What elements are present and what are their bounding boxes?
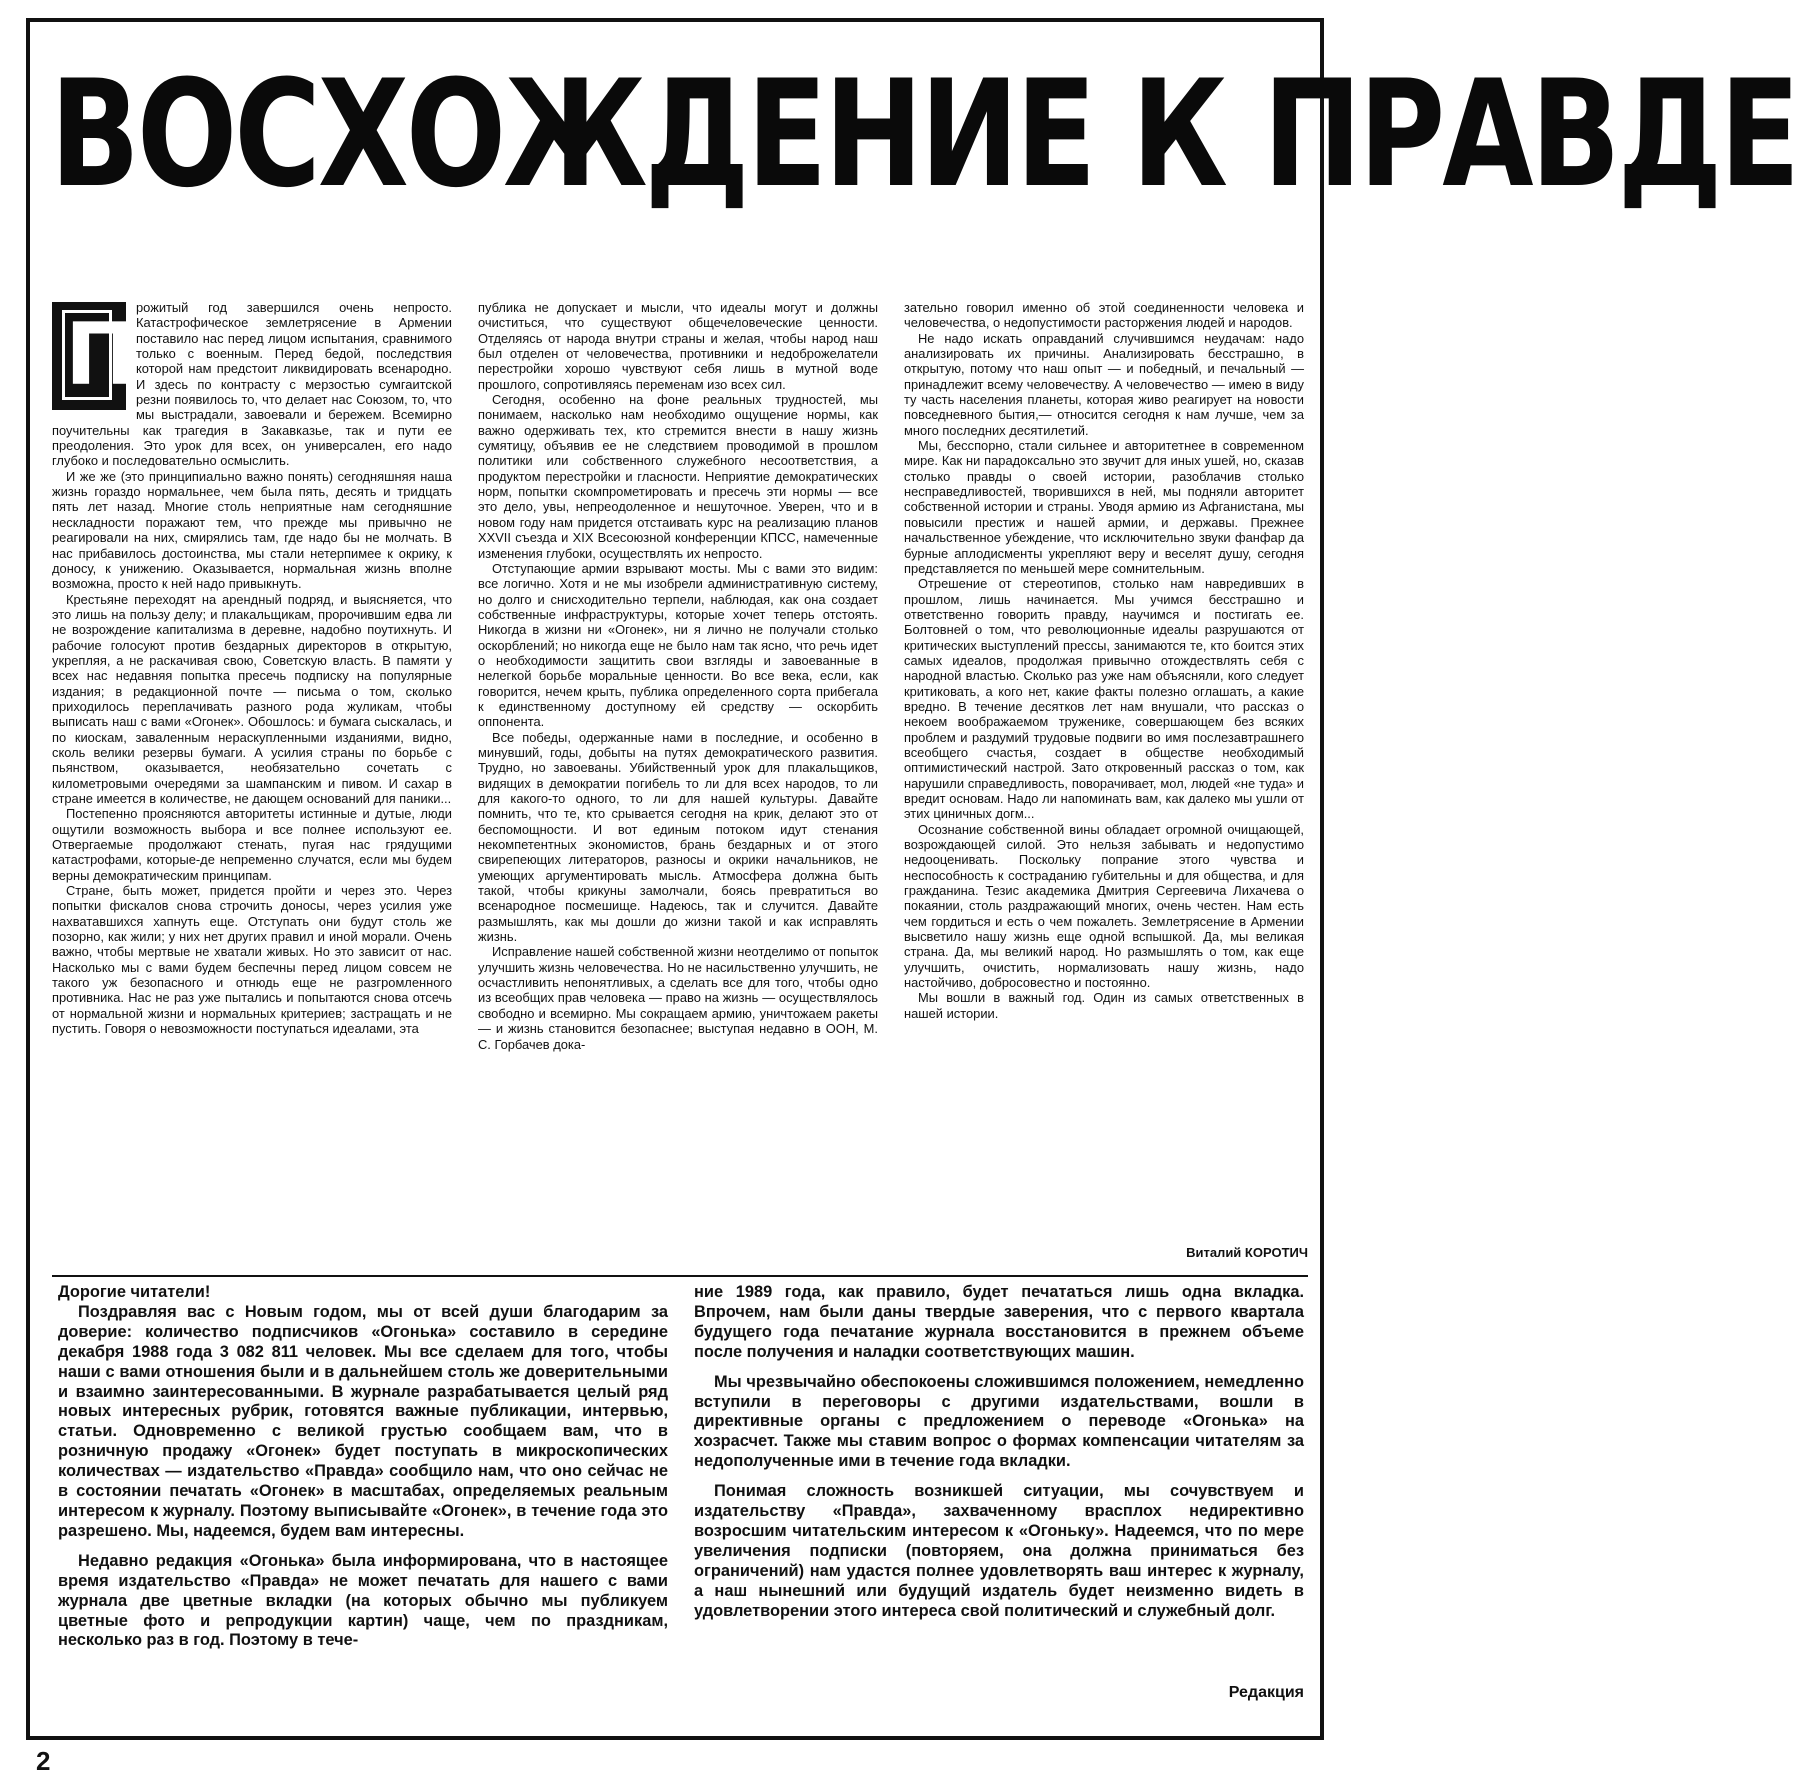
paragraph: ние 1989 года, как правило, будет печататься лишь одна вкладка. Впрочем, нам были даны твердые заверения, что с первого квартала будущего года печатание журнала восстановится в прежнем объеме после получения и наладки соответствующих машин. <box>694 1283 1304 1361</box>
notice-column-1 <box>58 1283 668 1703</box>
paragraph: Сегодня, особенно на фоне реальных трудностей, мы понимаем, насколько нам необходимо ощущение нормы, как важно одерживать тех, кто стремится внести в нашу жизнь сумятицу, объявив ее не следствием проводимой в прошлом политики или собственного служебного несоответствия, а продуктом перестройки и гласности. Неприятие демократических норм, попытки скомпрометировать и пресечь эти нормы — все это дело, увы, непреодоленное и нешуточное. Уверен, что и в новом году нам придется отстаивать курс на реализацию планов XXVII съезда и XIX Всесоюзной конференции КПСС, намеченные изменения глубоки, осуществлять их непросто. <box>478 392 878 561</box>
paragraph: Мы чрезвычайно обеспокоены сложившимся положением, немедленно вступили в переговоры с другими издательствами, вошли в директивные органы с предложением о переводе «Огонька» на хозрасчет. Также мы ставим вопрос о формах компенсации читателям за недополученные ими в течение года вкладки. <box>694 1372 1304 1471</box>
editorial-notice <box>58 1283 1304 1703</box>
paragraph: зательно говорил именно об этой соединенности человека и человечества, о недопустимости расторжения людей и народов. <box>904 300 1304 331</box>
paragraph: публика не допускает и мысли, что идеалы могут и должны очиститься, что существуют общечеловеческие ценности. Отделяясь от народа внутри страны и желая, чтобы народ наш был отделен от человечества, противники и недоброжелатели перестройки хорошо чувствуют себя лишь в мутной воде прошлого, сопротивляясь переменам изо всех сил. <box>478 300 878 392</box>
paragraph: Не надо искать оправданий случившимся неудачам: надо анализировать их причины. Анализировать бесстрашно, в открытую, потому что наш опыт — и победный, и печальный — принадлежит всему человечеству. А человечество — имею в виду ту часть населения планеты, которая живо реагирует на новости повседневного бытия,— относится сегодня к нам лучше, чем за много последних десятилетий. <box>904 330 1304 438</box>
paragraph: Крестьяне переходят на арендный подряд, и выясняется, что это лишь на пользу делу; и плакальщикам, пророчившим едва ли не возрождение капитализма в деревне, надобно поутихнуть. И рабочие голосуют против бездарных директоров в открытую, укрепляя, а не раскачивая свою, Советскую власть. В памяти у всех нас недавняя попытка пресечь подписку на популярные издания; в редакционной почте — письма о том, сколько приходилось переплачивать разного рода жуликам, чтобы выписать наш с вами «Огонек». Обошлось: и бумага сыскалась, и по киоскам, заваленным нераскупленными изданиями, видно, сколь велики резервы бумаги. А усилия страны по борьбе с пьянством, оказывается, необязательно сочетать с километровыми очередями за шампанским и пивом. И сахар в стране имеется в количестве, не дающем оснований для паники... <box>52 591 452 806</box>
paragraph: Все победы, одержанные нами в последние, и особенно в минувший, годы, добыты на путях демократического развития. Трудно, но завоеваны. Убийственный урок для плакальщиков, видящих в демократии погибель то ли для всех народов, то ли для какого-то одного, то ли для нашей культуры. Давайте помнить, что те, кто срывается сегодня на крик, делают это от беспомощности. И вот единым потоком идут стенания некомпетентных экономистов, брань бездарных и от этого свирепеющих литераторов, разносы и окрики начальников, не умеющих аргументировать мысль. Атмосфера должна быть такой, чтобы крикуны замолчали, боясь превратиться во всенародное посмешище. Надеюсь, так и случится. Давайте размышлять, как мы дошли до жизни такой и как исправлять жизнь. <box>478 729 878 945</box>
paragraph: Поздравляя вас с Новым годом, мы от всей души благодарим за доверие: количество подписчиков «Огонька» составило в середине декабря 1988 года 3 082 811 человек. Мы все сделаем для того, чтобы наши с вами отношения были и в дальнейшем столь же доверительными и взаимно заинтересованными. В журнале разрабатывается целый ряд новых интересных рубрик, готовятся важные публикации, интервью, статьи. Одновременно с великой грустью сообщаем вам, что в розничную продажу «Огонек» будет поступать в микроскопических количествах — издательство «Правда» сообщило нам, что оно сейчас не в состоянии печатать «Огонек» в масштабах, определяемых реальным интересом к журналу. Поэтому выписывайте «Огонек», в течение года это разрешено. Мы, надеемся, будем вам интересны. <box>58 1302 668 1540</box>
article-column-2 <box>478 300 878 1270</box>
notice-column-2 <box>694 1283 1304 1703</box>
section-divider <box>52 1275 1308 1277</box>
paragraph: Осознание собственной вины обладает огромной очищающей, возрождающей силой. Это нельзя забывать и недопустимо недооценивать. Поскольку попрание этого чувства и неспособность к состраданию губительны и для общества, и для гражданина. Тезис академика Дмитрия Сергеевича Лихачева о покаянии, столь раздражающий многих, очень честен. Нам есть чем гордиться и есть о чем пожалеть. Землетрясение в Армении высветило нашу жизнь еще одной вспышкой. Да, мы великая страна. Да, мы великий народ. Но размышлять о том, как еще улучшить, очистить, нормализовать нашу жизнь, надо настойчиво, добросовестно и постоянно. <box>904 821 1304 991</box>
paragraph: Постепенно проясняются авторитеты истинные и дутые, люди ощутили возможность выбора и все полнее используют ее. Отвергаемые продолжают стенать, пугая нас грядущими катастрофами, которые-де непременно случатся, если мы будем верны демократическим принципам. <box>52 806 452 883</box>
article-column-3 <box>904 300 1304 1270</box>
article-body <box>52 300 1308 1270</box>
article-column-1 <box>52 300 452 1270</box>
notice-title: Дорогие читатели! <box>58 1283 211 1301</box>
author-signature: Виталий КОРОТИЧ <box>1186 1245 1308 1260</box>
paragraph: рожитый год завершился очень непросто. Катастрофическое землетрясение в Армении поставило нас перед лицом испытания, сравнимого только с военным. Перед бедой, последствия которой нам предстоит ликвидировать всенародно. И здесь по контрасту с мерзостью сумгаитской резни появилось то, что делает нас Союзом, то, что мы выстрадали, завоевали и бережем. Всемирно поучительны как трагедия в Закавказье, так и пути ее преодоления. Это урок для всех, он универсален, его надо глубоко и последовательно осмыслить. <box>52 300 452 469</box>
paragraph: Стране, быть может, придется пройти и через это. Через попытки фискалов снова строчить доносы, через усилия уже нахватавшихся хапнуть еще. Отступать они будут столь же позорно, как жили; у них нет других правил и иной морали. Очень важно, чтобы мертвые не хватали живых. Но это зависит от нас. Насколько мы с вами будем беспечны перед лицом совсем не такого уж безопасного и отнюдь еще не разгромленного противника. Нас не раз уже пытались и попытаются снова отсечь от нормальной жизни и нормальных критериев; застращать и не пустить. Говоря о невозможности поступаться идеалами, эта <box>52 883 452 1037</box>
drop-cap: П <box>52 302 126 410</box>
paragraph: И же же (это принципиально важно понять) сегодняшняя наша жизнь гораздо нормальнее, чем была пять, десять и тридцать пять лет назад. Многие столь неприятные нам сегодняшние нескладности поражают тем, что прежде мы привычно не реагировали на них, смирялись там, где надо бы не молчать. В нас прибавилось достоинства, мы стали нетерпимее к окрику, к доносу, к унижению. Оказывается, нормальная жизнь вполне возможна, просто к ней надо привыкнуть. <box>52 468 452 592</box>
paragraph: Отступающие армии взрывают мосты. Мы с вами это видим: все логично. Хотя и не мы изобрели административную систему, но долго и снисходительно терпели, наблюдая, как она создает собственные инфраструктуры, которые хочет теперь отстоять. Никогда в жизни ни «Огонек», ни я лично не получали столько оскорблений; но никогда еще не было нам так ясно, что речь идет о необходимости защитить свои взгляды и завоеванные в нелегкой борьбе моральные ценности. Во все века, если, как говорится, нечем крыть, публика определенного сорта прибегала к единственному доступному ей средству — оскорбить оппонента. <box>478 560 878 730</box>
paragraph: Отрешение от стереотипов, столько нам навредивших в прошлом, лишь начинается. Мы учимся бесстрашно и ответственно говорить правду, научимся и постигать ее. Болтовней о том, что революционные идеалы разрушаются от критических выступлений прессы, занимаются те, кто боится этих самых идеалов, продолжая привычно отождествлять себя с народной властью. Сколько раз уже нам объясняли, кого следует критиковать, а кого нет, какие факты полезно оглашать, а какие вредно. В течение десятков лет нам внушали, что рассказ о некоем воображаемом труженике, совершающем без всяких проблем и раздумий трудовые подвиги во имя послезавтрашнего всеобщего счастья, создает в обществе необходимый оптимистический настрой. Зато откровенный рассказ о том, как нарушили справедливость, поворачивает, мол, людей «не туда» и вредит основам. Надо ли напоминать вам, как далеко мы ушли от этих циничных догм... <box>904 576 1304 822</box>
paragraph: Недавно редакция «Огонька» была информирована, что в настоящее время издательство «Правда» не может печатать для нашего с вами журнала две цветные вкладки (на которых обычно мы публикуем цветные фото и репродукции картин) чаще, чем по праздникам, несколько раз в год. Поэтому в тече- <box>58 1551 668 1650</box>
paragraph: Понимая сложность возникшей ситуации, мы сочувствуем и издательству «Правда», захваченному врасплох недирективно возросшим читательским интересом к «Огоньку». Надеемся, что по мере увеличения подписки (повторяем, она должна приниматься без ограничений) нам удастся полнее удовлетворять ваш интерес к журналу, а наш нынешний или будущий издатель будет неизменно видеть в удовлетворении этого интереса свой политический и служебный долг. <box>694 1482 1304 1620</box>
notice-signature: Редакция <box>1228 1684 1304 1702</box>
paragraph: Исправление нашей собственной жизни неотделимо от попыток улучшить жизнь человечества. Но не насильственно улучшить, не осчастливить непонятливых, а сделать все для того, чтобы одно из всеобщих прав человека — право на жизнь — осуществлялось свободно и всемирно. Мы сокращаем армию, уничтожаем ракеты — и жизнь становится безопаснее; выступая недавно в ООН, М. С. Горбачев дока- <box>478 944 878 1052</box>
paragraph: Мы, бесспорно, стали сильнее и авторитетнее в современном мире. Как ни парадоксально это звучит для иных ушей, но, сказав столько правды о своей истории, разоблачив столько несправедливостей, творившихся в ней, мы подняли авторитет собственной истории и страны. Уводя армию из Афганистана, мы повысили престиж и нашей армии, и державы. Прежнее начальственное убеждение, что исключительно звуки фанфар да бурные аплодисменты укрепляют веру и веселят душу, сегодня представляется по меньшей мере сомнительным. <box>904 438 1304 576</box>
article-headline: ВОСХОЖДЕНИЕ К ПРАВДЕ <box>50 47 1797 220</box>
page-number: 2 <box>36 1746 51 1776</box>
paragraph: Мы вошли в важный год. Один из самых ответственных в нашей истории. <box>904 990 1304 1021</box>
